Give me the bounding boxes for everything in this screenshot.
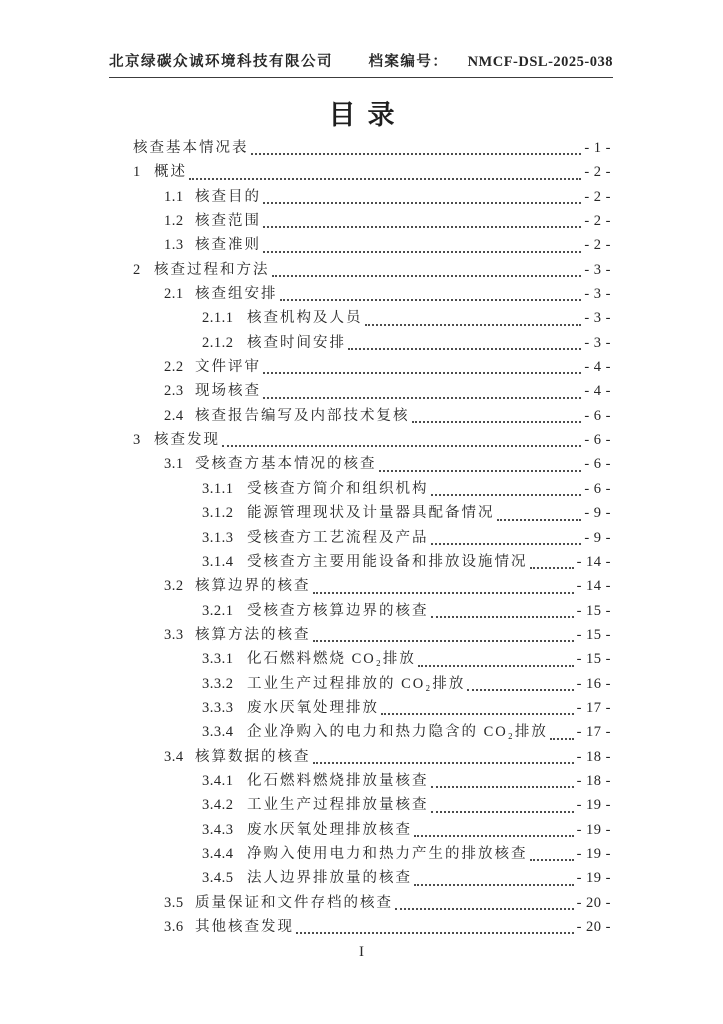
leader-dots: [251, 153, 582, 155]
entry-number: 3.3.3: [202, 699, 234, 716]
leader-dots: [395, 908, 574, 910]
entry-page: - 3 -: [584, 310, 611, 327]
leader-dots: [379, 470, 582, 472]
leader-dots: [431, 786, 574, 788]
toc-entry: [133, 306, 611, 330]
entry-number: 3.1.1: [202, 480, 234, 497]
toc-entry: [133, 209, 611, 233]
entry-label: 文件评审: [195, 359, 261, 376]
entry-label: 受核查方工艺流程及产品: [247, 529, 429, 546]
entry-label: 化石燃料燃烧排放量核查: [247, 772, 429, 789]
toc-entry: [133, 696, 611, 720]
entry-page: - 14 -: [576, 553, 611, 570]
entry-page: - 6 -: [584, 432, 611, 449]
toc-entry: [133, 915, 611, 939]
entry-label: 化石燃料燃烧 CO₂排放: [247, 651, 416, 668]
entry-label: 核算数据的核查: [195, 748, 311, 765]
leader-dots: [414, 835, 574, 837]
entry-number: 3.4.4: [202, 845, 234, 862]
entry-page: - 2 -: [584, 188, 611, 205]
toc-entry: [133, 818, 611, 842]
toc-entry: [133, 428, 611, 452]
company-name: 北京绿碳众诚环境科技有限公司: [109, 54, 333, 70]
entry-page: - 15 -: [576, 602, 611, 619]
entry-label: 质量保证和文件存档的核查: [195, 894, 393, 911]
entry-number: 2.2: [164, 359, 184, 376]
toc-title: 目录: [328, 100, 407, 130]
toc-entry: [133, 599, 611, 623]
entry-number: 3.2.1: [202, 602, 234, 619]
entry-number: 3.4.1: [202, 772, 234, 789]
entry-number: 1.2: [164, 213, 184, 230]
entry-label: 核算方法的核查: [195, 626, 311, 643]
entry-number: 3.3.1: [202, 651, 234, 668]
leader-dots: [263, 397, 581, 399]
toc-entry: [133, 160, 611, 184]
toc-entry: [133, 647, 611, 671]
entry-label: 其他核查发现: [195, 919, 294, 935]
entry-page: - 19 -: [576, 821, 611, 838]
entry-page: - 9 -: [584, 529, 611, 546]
entry-number: 1: [133, 164, 141, 181]
toc-entry: [133, 793, 611, 817]
leader-dots: [189, 178, 581, 180]
toc-entry: [133, 891, 611, 915]
entry-page: - 6 -: [584, 480, 611, 497]
toc-entry: [133, 745, 611, 769]
page-footer: [0, 944, 723, 961]
entry-number: 3.3.2: [202, 675, 234, 692]
entry-page: - 3 -: [584, 334, 611, 351]
entry-label: 核算边界的核查: [195, 578, 311, 595]
entry-page: - 20 -: [576, 919, 611, 935]
entry-label: 核查时间安排: [247, 334, 346, 351]
entry-number: 3: [133, 432, 141, 449]
toc-entry: [133, 769, 611, 793]
toc-entry: [133, 185, 611, 209]
entry-label: 概述: [154, 164, 187, 181]
doc-number: [368, 50, 613, 71]
entry-page: - 3 -: [584, 286, 611, 303]
entry-number: 3.1.2: [202, 505, 234, 522]
leader-dots: [497, 519, 582, 521]
leader-dots: [365, 324, 582, 326]
entry-label: 受核查方主要用能设备和排放设施情况: [247, 553, 528, 570]
entry-label: 净购入使用电力和热力产生的排放核查: [247, 845, 528, 862]
leader-dots: [431, 811, 574, 813]
toc-entry: [133, 526, 611, 550]
entry-number: 1.3: [164, 237, 184, 254]
toc-entry: [133, 258, 611, 282]
leader-dots: [431, 616, 574, 618]
entry-number: 2.3: [164, 383, 184, 400]
entry-number: 3.4.3: [202, 821, 234, 838]
entry-label: 核查过程和方法: [154, 261, 270, 278]
entry-label: 受核查方基本情况的核查: [195, 456, 377, 473]
entry-page: - 3 -: [584, 261, 611, 278]
toc-entry: [133, 672, 611, 696]
entry-page: - 1 -: [584, 140, 611, 156]
leader-dots: [412, 421, 582, 423]
entry-page: - 4 -: [584, 359, 611, 376]
entry-page: - 6 -: [584, 456, 611, 473]
entry-page: - 18 -: [576, 772, 611, 789]
entry-label: 核查基本情况表: [133, 140, 249, 156]
entry-label: 核查发现: [154, 432, 220, 449]
entry-number: 3.2: [164, 578, 184, 595]
entry-label: 废水厌氧处理排放核查: [247, 821, 412, 838]
leader-dots: [530, 859, 574, 861]
entry-page: - 19 -: [576, 845, 611, 862]
entry-page: - 19 -: [576, 797, 611, 814]
leader-dots: [296, 932, 574, 934]
leader-dots: [313, 640, 574, 642]
entry-label: 核查准则: [195, 237, 261, 254]
footer-page-number: I: [359, 944, 364, 960]
entry-label: 能源管理现状及计量器具配备情况: [247, 505, 495, 522]
entry-number: 3.6: [164, 919, 184, 935]
toc-entry: [133, 574, 611, 598]
entry-label: 核查目的: [195, 188, 261, 205]
entry-page: - 16 -: [576, 675, 611, 692]
entry-page: - 4 -: [584, 383, 611, 400]
toc-entry: [133, 452, 611, 476]
leader-dots: [313, 762, 574, 764]
toc-entry: [133, 282, 611, 306]
entry-number: 3.4.5: [202, 870, 234, 887]
entry-number: 3.5: [164, 894, 184, 911]
entry-page: - 2 -: [584, 213, 611, 230]
leader-dots: [263, 226, 581, 228]
toc-list: [133, 136, 611, 939]
entry-label: 核查机构及人员: [247, 310, 363, 327]
entry-label: 法人边界排放量的核查: [247, 870, 412, 887]
toc-entry: [133, 136, 611, 160]
leader-dots: [348, 348, 581, 350]
toc-entry: [133, 233, 611, 257]
entry-label: 工业生产过程排放的 CO₂排放: [247, 675, 466, 692]
entry-page: - 9 -: [584, 505, 611, 522]
entry-number: 3.4: [164, 748, 184, 765]
entry-page: - 15 -: [576, 651, 611, 668]
entry-page: - 6 -: [584, 407, 611, 424]
toc-entry: [133, 623, 611, 647]
leader-dots: [381, 713, 574, 715]
entry-label: 废水厌氧处理排放: [247, 699, 379, 716]
page-header: [109, 50, 613, 78]
entry-page: - 17 -: [576, 724, 611, 741]
leader-dots: [313, 592, 574, 594]
entry-page: - 14 -: [576, 578, 611, 595]
leader-dots: [280, 299, 582, 301]
entry-number: 3.1.3: [202, 529, 234, 546]
leader-dots: [263, 251, 581, 253]
entry-number: 2.1.2: [202, 334, 234, 351]
entry-number: 2.1.1: [202, 310, 234, 327]
entry-label: 核查组安排: [195, 286, 278, 303]
toc-entry: [133, 720, 611, 744]
toc-entry: [133, 477, 611, 501]
leader-dots: [263, 202, 581, 204]
leader-dots: [431, 543, 582, 545]
entry-label: 受核查方简介和组织机构: [247, 480, 429, 497]
leader-dots: [530, 567, 574, 569]
entry-page: - 2 -: [584, 164, 611, 181]
entry-number: 2.4: [164, 407, 184, 424]
entry-label: 现场核查: [195, 383, 261, 400]
entry-number: 2.1: [164, 286, 184, 303]
leader-dots: [263, 372, 581, 374]
entry-page: - 15 -: [576, 626, 611, 643]
entry-label: 企业净购入的电力和热力隐含的 CO₂排放: [247, 724, 548, 741]
toc-entry: [133, 379, 611, 403]
entry-number: 3.4.2: [202, 797, 234, 814]
leader-dots: [550, 738, 574, 740]
leader-dots: [431, 494, 582, 496]
entry-label: 核查报告编写及内部技术复核: [195, 407, 410, 424]
toc-entry: [133, 842, 611, 866]
toc-entry: [133, 331, 611, 355]
entry-label: 工业生产过程排放量核查: [247, 797, 429, 814]
leader-dots: [222, 445, 581, 447]
entry-number: 3.1.4: [202, 553, 234, 570]
toc-entry: [133, 404, 611, 428]
toc-entry: [133, 550, 611, 574]
leader-dots: [467, 689, 573, 691]
entry-label: 受核查方核算边界的核查: [247, 602, 429, 619]
entry-number: 2: [133, 261, 141, 278]
entry-number: 3.3.4: [202, 724, 234, 741]
doc-number-value: NMCF-DSL-2025-038: [467, 54, 613, 70]
entry-number: 3.1: [164, 456, 184, 473]
entry-page: - 2 -: [584, 237, 611, 254]
entry-number: 1.1: [164, 188, 184, 205]
entry-page: - 17 -: [576, 699, 611, 716]
entry-page: - 18 -: [576, 748, 611, 765]
leader-dots: [414, 884, 574, 886]
leader-dots: [418, 665, 574, 667]
toc-entry: [133, 501, 611, 525]
entry-label: 核查范围: [195, 213, 261, 230]
entry-number: 3.3: [164, 626, 184, 643]
entry-page: - 19 -: [576, 870, 611, 887]
entry-page: - 20 -: [576, 894, 611, 911]
toc-entry: [133, 866, 611, 890]
toc-entry: [133, 355, 611, 379]
leader-dots: [272, 275, 582, 277]
doc-number-label: 档案编号：: [368, 54, 449, 70]
